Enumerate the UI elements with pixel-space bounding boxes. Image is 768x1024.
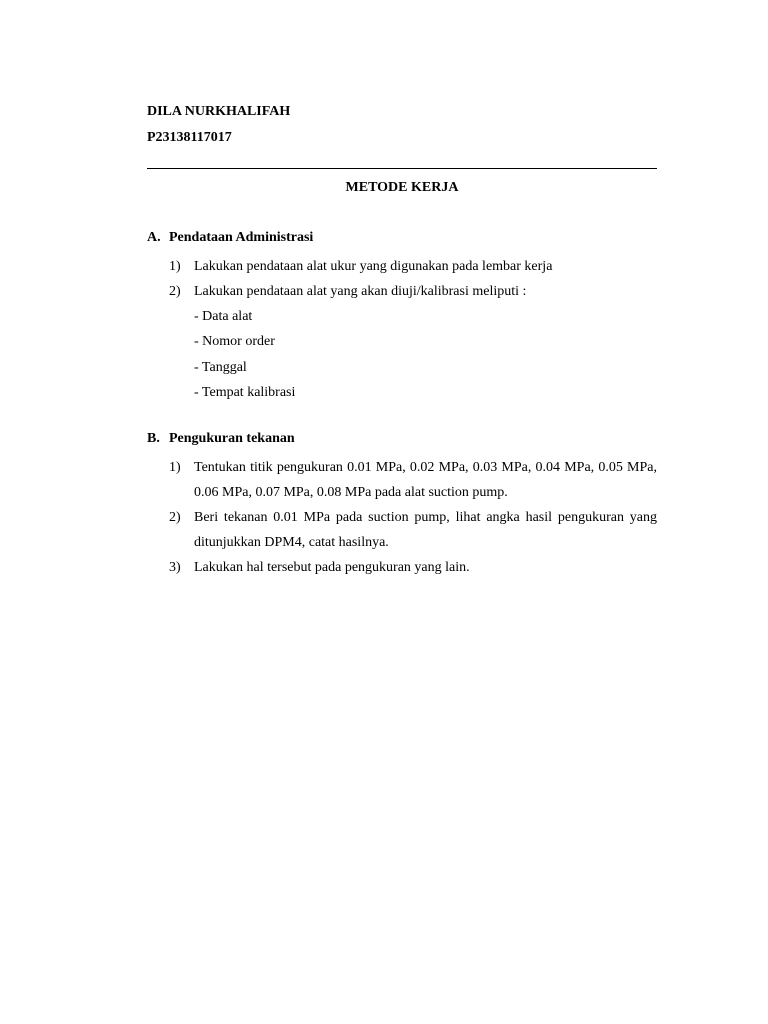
sub-list-item: - Data alat [194,309,253,324]
list-item [147,455,657,505]
author-id: P23138117017 [147,130,232,145]
section-title: Pendataan Administrasi [169,230,314,245]
item-text: Beri tekanan 0.01 MPa pada suction pump, lihat angka hasil pengukuran yang ditunjukkan DPM4, catat hasilnya. [194,510,657,550]
section-title: Pengukuran tekanan [169,431,295,446]
item-number: 3) [169,560,181,575]
item-number: 2) [169,510,181,525]
item-text: Lakukan pendataan alat yang akan diuji/kalibrasi meliputi : [194,284,527,299]
list-item [147,555,657,580]
section-pendataan-administrasi [147,229,657,405]
item-number: 2) [169,284,181,299]
item-number: 1) [169,259,181,274]
header-divider [147,168,657,169]
list-item [147,254,657,279]
sub-list-item: - Tanggal [194,359,247,375]
section-heading [147,229,657,254]
item-number: 1) [169,460,181,475]
list-item [147,279,657,304]
document-title: METODE KERJA [345,180,459,195]
section-letter: B. [147,431,160,446]
author-name: DILA NURKHALIFAH [147,104,291,119]
item-text: Lakukan pendataan alat ukur yang digunakan pada lembar kerja [194,259,553,274]
item-text: Tentukan titik pengukuran 0.01 MPa, 0.02 MPa, 0.03 MPa, 0.04 MPa, 0.05 MPa, 0.06 MPa, 0.07 MPa, 0.08 MPa pada alat suction pump. [194,460,657,500]
sub-list-item: - Tempat kalibrasi [194,384,296,400]
section-pengukuran-tekanan [147,430,657,580]
list-item [147,505,657,555]
item-text: Lakukan hal tersebut pada pengukuran yang lain. [194,560,470,575]
section-letter: A. [147,230,161,245]
sub-list-item: - Nomor order [194,334,275,350]
section-heading [147,430,657,455]
